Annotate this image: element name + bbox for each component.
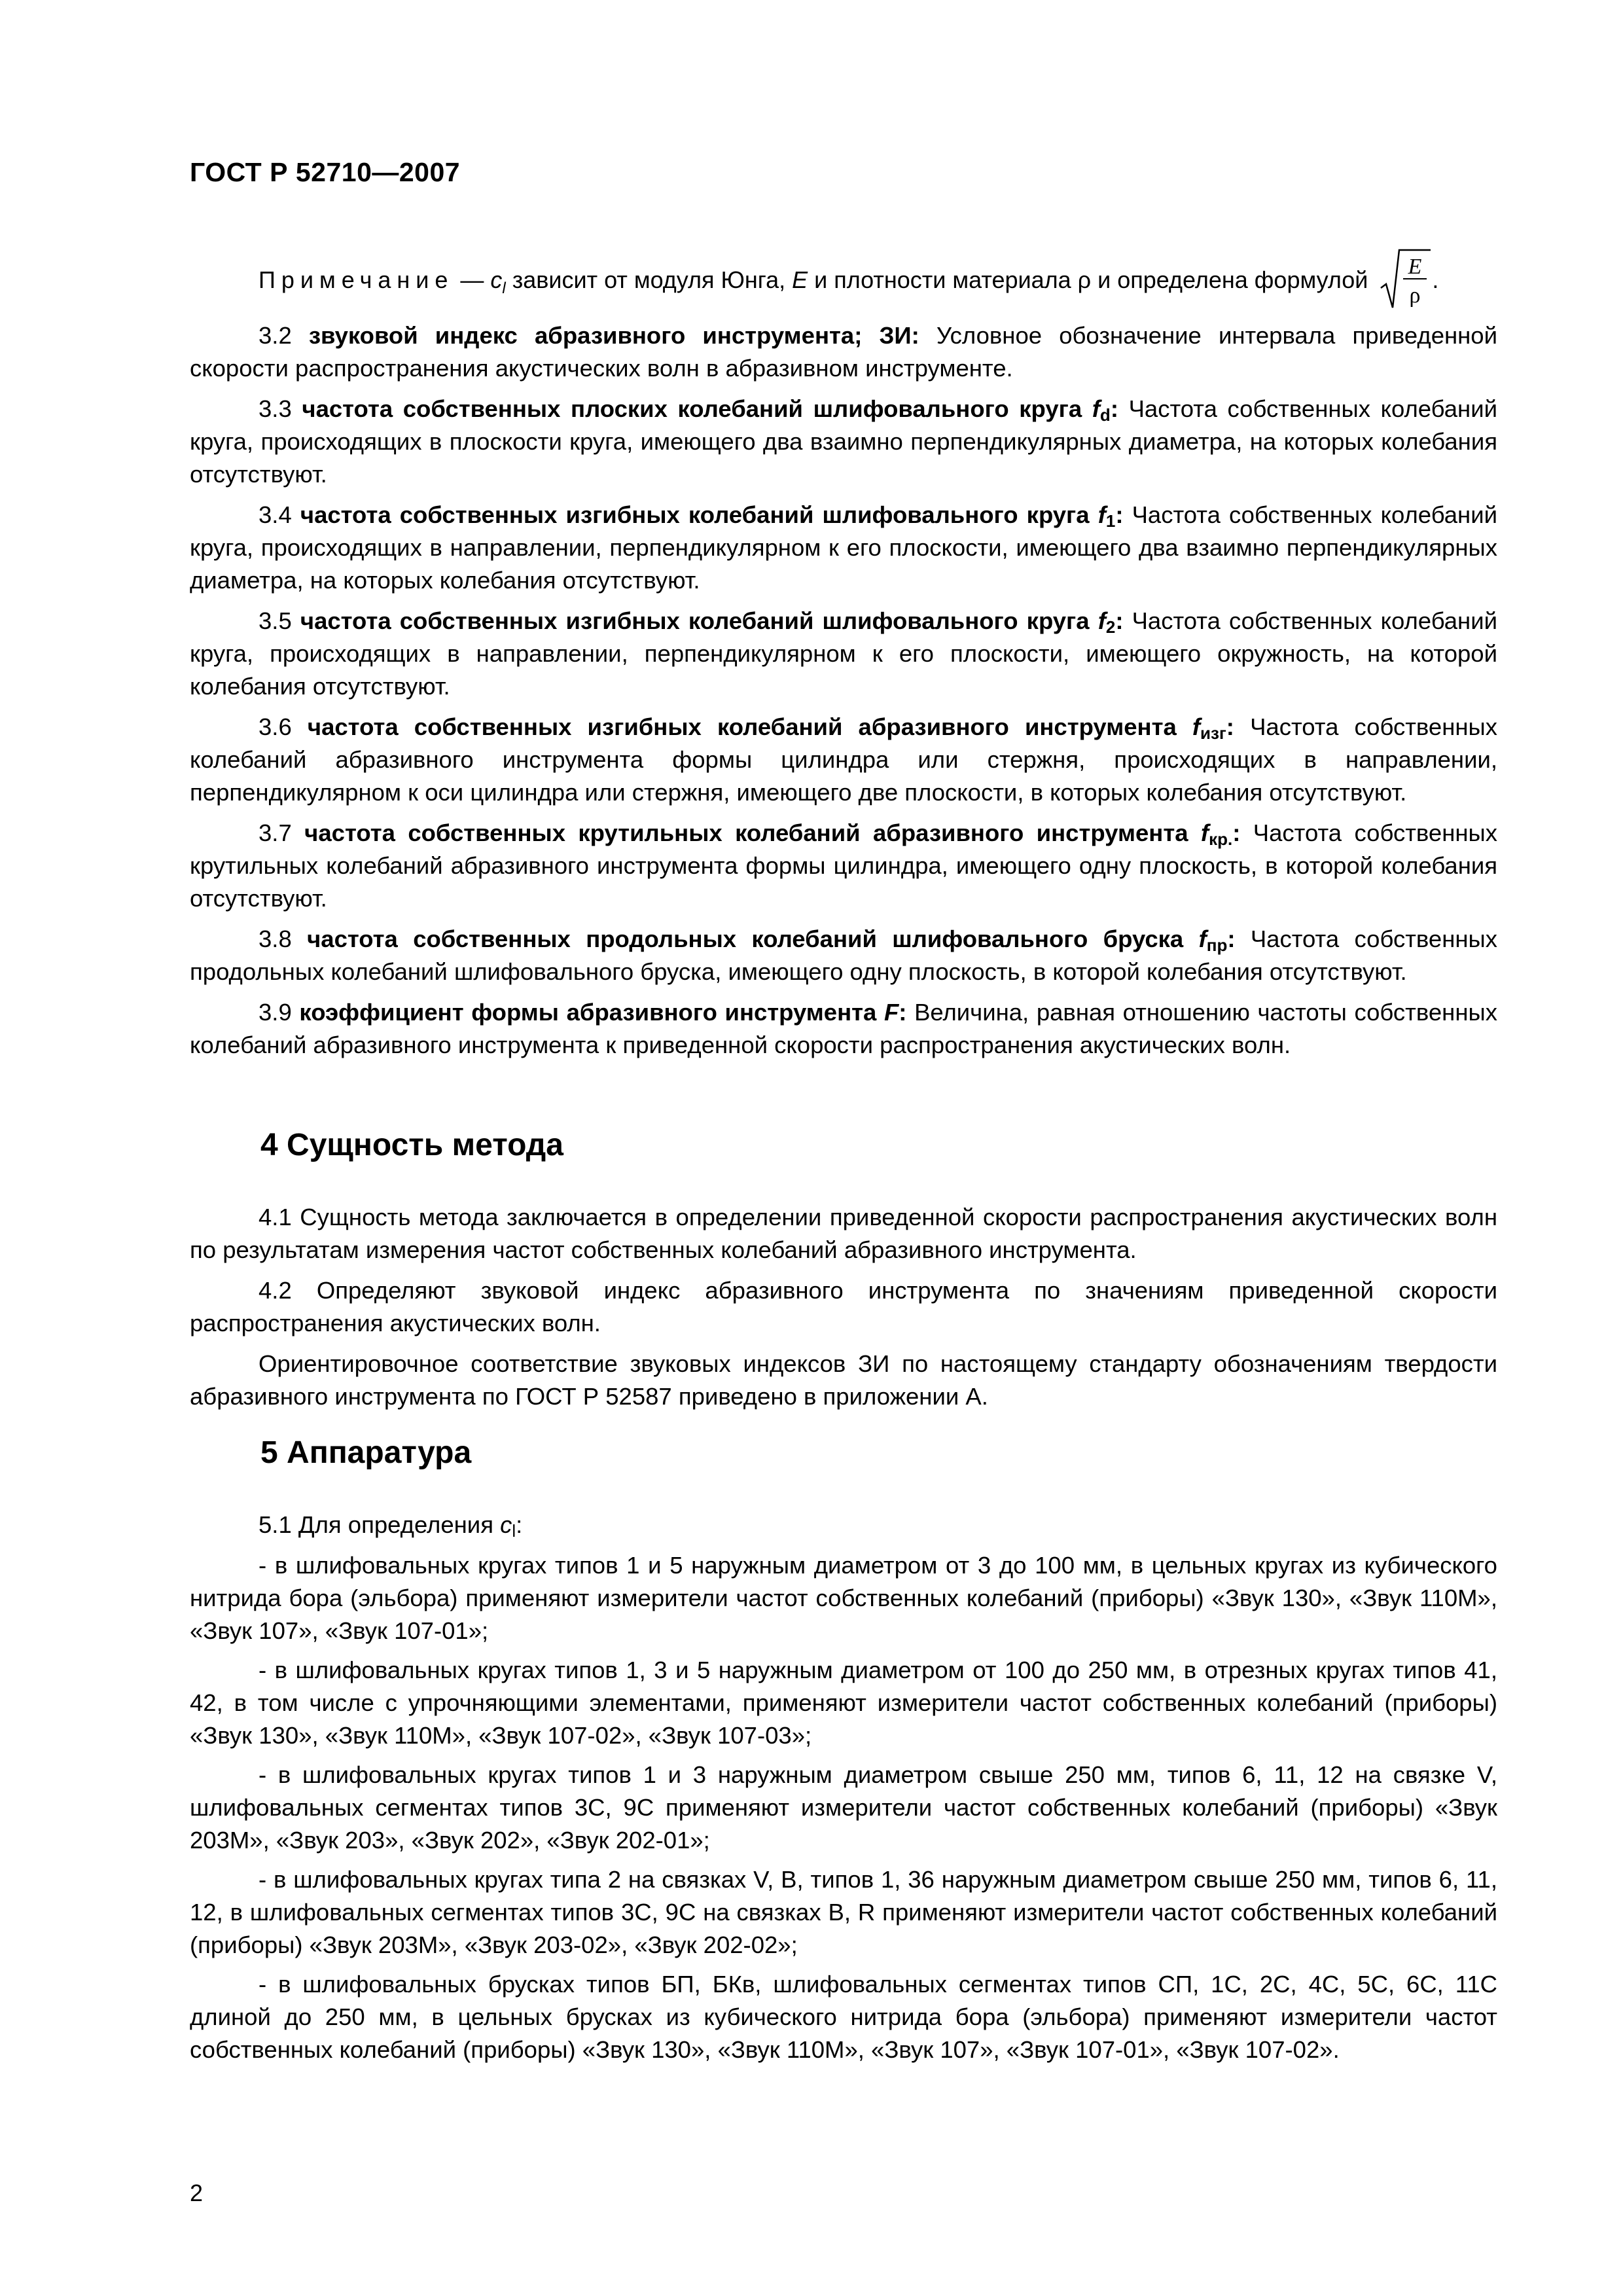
section-5 — [190, 1437, 1497, 2073]
formula-denominator: ρ — [1409, 283, 1421, 308]
term-definition: 3.5 частота собственных изгибных колебаний шлифовального круга $f_2$: Частота собственных колебаний круга, происходящих в направлении, перпендикулярном к его плоскости, имеющего окружность, на которой колебания отсутствуют. — [190, 607, 1497, 700]
page-number: 2 — [190, 2179, 204, 2206]
list-item: - в шлифовальных кругах типов 1, 3 и 5 наружным диаметром от 100 до 250 мм, в отрезных кругах типов 41, 42, в том числе с упрочняющими элементами, применяют измерители частот собственных колебаний (приборы) «Звук 130», «Звук 110М», «Звук 107-02», «Звук 107-03»; — [190, 1657, 1497, 1749]
paragraph: Ориентировочное соответствие звуковых индексов ЗИ по настоящему стандарту обозначениям твердости абразивного инструмента по ГОСТ Р 52587 приведено в приложении А. — [190, 1350, 1497, 1410]
term-definition: 3.8 частота собственных продольных колебаний шлифовального бруска $f_{пр}$: Частота собственных продольных колебаний шлифовального бруска, имеющего одну плоскость, в которой колебания отсутствуют. — [190, 925, 1497, 985]
paragraph: 4.2 Определяют звуковой индекс абразивного инструмента по значениям приведенной скорости распространения акустических волн. — [190, 1277, 1497, 1336]
formula-numerator: E — [1408, 255, 1422, 279]
term-definition: 3.7 частота собственных крутильных колебаний абразивного инструмента $f_{кр.}$: Частота собственных крутильных колебаний абразивного инструмента формы цилиндра, имеющего одну плоскость, в которой колебания отсутствуют. — [190, 819, 1497, 912]
terms-section — [190, 319, 1497, 1069]
term-definition: 3.3 частота собственных плоских колебаний шлифовального круга $f_d$: Частота собственных колебаний круга, происходящих в плоскости круга, имеющего два взаимно перпендикулярных диаметра, на которых колебания отсутствуют. — [190, 395, 1497, 488]
section-5-title: 5 Аппаратура — [260, 1435, 472, 1470]
list-item: - в шлифовальных кругах типов 1 и 3 наружным диаметром свыше 250 мм, типов 6, 11, 12 на связке V, шлифовальных сегментах типов 3С, 9С применяют измерители частот собственных колебаний (приборы) «Звук 203М», «Звук 203», «Звук 202», «Звук 202-01»; — [190, 1761, 1497, 1854]
section-5-intro: 5.1 Для определения $c_l$: — [259, 1511, 523, 1541]
section-4 — [190, 1129, 1497, 1421]
list-item: - в шлифовальных кругах типа 2 на связках V, B, типов 1, 36 наружным диаметром свыше 250 мм, типов 6, 11, 12, в шлифовальных сегментах типов 3С, 9С на связках B, R применяют измерители частот собственных колебаний (приборы) «Звук 203М», «Звук 203-02», «Звук 202-02»; — [190, 1866, 1497, 1958]
term-definition: 3.4 частота собственных изгибных колебаний шлифовального круга $f_1$: Частота собственных колебаний круга, происходящих в направлении, перпендикулярном к его плоскости, имеющего два взаимно перпендикулярных диаметра, на которых колебания отсутствуют. — [190, 501, 1497, 594]
sqrt-formula — [1380, 247, 1432, 316]
section-4-title: 4 Сущность метода — [260, 1128, 563, 1162]
term-definition: 3.2 звуковой индекс абразивного инструмента; ЗИ: Условное обозначение интервала приведенной скорости распространения акустических волн в абразивном инструменте. — [190, 322, 1497, 382]
list-item: - в шлифовальных кругах типов 1 и 5 наружным диаметром от 3 до 100 мм, в цельных кругах из кубического нитрида бора (эльбора) применяют измерители частот собственных колебаний (приборы) «Звук 130», «Звук 110М», «Звук 107», «Звук 107-01»; — [190, 1552, 1497, 1644]
note-label: Примечание — [259, 266, 454, 294]
term-definition: 3.9 коэффициент формы абразивного инструмента F: Величина, равная отношению частоты собственных колебаний абразивного инструмента к приведенной скорости распространения акустических волн. — [190, 999, 1497, 1058]
term-definition: 3.6 частота собственных изгибных колебаний абразивного инструмента $f_{изг}$: Частота собственных колебаний абразивного инструмента формы цилиндра или стержня, происходящих в направлении, перпендикулярном к оси цилиндра или стержня, имеющего две плоскости, в которых колебания отсутствуют. — [190, 713, 1497, 806]
note: Примечание — $c_l$ зависит от модуля Юнга, E и плотности материала ρ и определена формулой E ρ . — [259, 247, 1438, 316]
paragraph: 4.1 Сущность метода заключается в определении приведенной скорости распространения акустических волн по результатам измерения частот собственных колебаний абразивного инструмента. — [190, 1204, 1497, 1263]
document-header: ГОСТ Р 52710—2007 — [190, 157, 461, 187]
list-item: - в шлифовальных брусках типов БП, БКв, шлифовальных сегментах типов СП, 1С, 2С, 4С, 5С, 6С, 11С длиной до 250 мм, в цельных брусках из кубического нитрида бора (эльбора) применяют измерители частот собственных колебаний (приборы) «Звук 130», «Звук 110М», «Звук 107», «Звук 107-01», «Звук 107-02». — [190, 1971, 1497, 2063]
